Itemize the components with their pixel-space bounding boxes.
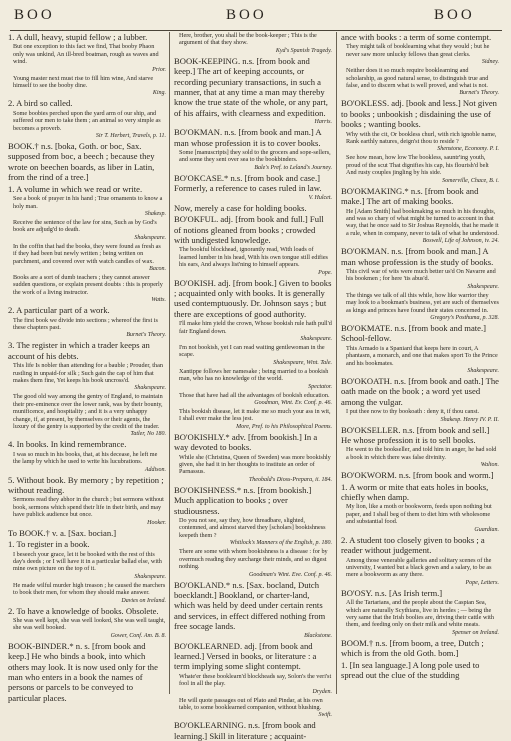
entry-text: BO'OKCASE.* n.s. [from book and case.] Formerly, a reference to cases ruled in law. — [174, 172, 322, 194]
citation: Davies on Ireland. — [121, 597, 166, 604]
citation: Somerville, Chace, B. i. — [442, 177, 499, 184]
quotation: This civil war of wits were much better us'd On Navarre and his bookmen ; for here 'tis abus'd. — [346, 267, 496, 283]
quotation: Some [manuscripts] they sold to the grocers and sope-sellers, and some they sent over sea to the bookbinders. — [179, 149, 331, 164]
quotation: Do you not see, say they, how threadbare, slighted, contemned, and almost starved they [scholars] bookishness keepeth them ? — [179, 517, 326, 539]
citation: Pope, Letters. — [465, 579, 499, 586]
citation: Dryden. — [312, 688, 332, 695]
citation: Shakespeare. — [134, 573, 166, 580]
quotation: He [Adam Smith] had bookmaking so much in his thoughts, and was so chary of what might be turned to account in that way, that he once said to Sir Joshua Reynolds, that he made it a rule, when in company, never to talk of what he understood. — [346, 207, 499, 237]
citation: Kyd's Spanish Tragedy. — [275, 47, 332, 54]
citation: Guardian. — [474, 526, 499, 533]
entry-text: 1. A volume in which we read or write. — [8, 183, 143, 194]
citation: Prior. — [152, 66, 166, 73]
column-divider — [336, 32, 337, 694]
entry-text: ance with books : a term of some contempt. — [341, 32, 492, 42]
citation: Shenstone, Economy. P. I. — [437, 146, 499, 153]
citation: Shakespeare. — [134, 385, 166, 392]
entry-text: BO'OKMAN. n.s. [from book and man.] A man whose profession it is to cover books. — [174, 127, 322, 148]
citation: V. Hulcet. — [308, 194, 332, 201]
entry-text: BOOK-BINDER.* n. s. [from book and keep.] He who binds a book, into which others may look. It is now used only for the man who enters in a book the names of persons or parcels to be conveyed to particular places. — [8, 640, 158, 703]
column-right — [341, 32, 499, 696]
quotation: The first book we divide into sections ; whereof the first is these chapters past. — [13, 316, 158, 331]
quotation: Receive the sentence of the law for sins, Such as by God's book are adjudg'd to death. — [13, 218, 157, 234]
entry-text: 2. A bird so called. — [8, 98, 73, 109]
citation: Hooker. — [147, 519, 166, 526]
quotation: Books are a sort of dumb teachers ; they cannot answer sudden questions, or explain present doubts : this is properly the work of a living instructor. — [13, 273, 163, 296]
citation: Burnet's Theory. — [459, 90, 499, 97]
citation: Swift. — [318, 712, 332, 719]
quotation: He will quote passages out of Plato and Pindar, at his own table, to some booklearned companion, without blushing. — [179, 696, 323, 711]
column-center — [174, 32, 332, 741]
citation: King. — [152, 90, 166, 97]
entry-text: BO'OKISH. adj. [from book.] Given to books ; acquainted only with books. It is generally used contemptuously. Dr. Johnson says ; but there are exceptions of good authority. — [174, 277, 332, 319]
quotation: See a book of prayer in his hand ; True ornaments to know a holy man. — [13, 195, 163, 210]
quotation: I was so much in his books, that, at his decease, he left me the lamp by which he used to write his lucubrations. — [13, 450, 158, 466]
entry-text: BO'OKSELLER. n.s. [from book and sell.] He whose profession it is to sell books. — [341, 424, 490, 446]
entry-text: BO'OKISHNESS.* n.s. [from bookish.] Much application to books ; over studiousness. — [174, 484, 312, 516]
quotation: I put thee now to thy bookoath : deny it, if thou canst. — [346, 408, 480, 416]
entry-text: BO'OKLAND.* n.s. [Sax. bocland, Dutch boecklandt.] Bookland, or charter-land, which was held by deed under certain rents and services, in effect differed nothing from free socage lands. — [174, 579, 326, 632]
entry-text: 4. In books. In kind remembrance. — [8, 439, 127, 450]
running-head-center: BOO — [226, 7, 267, 23]
citation: Pope. — [318, 269, 332, 276]
entry-text: Now, merely a case for holding books. — [174, 202, 307, 213]
citation: Goodman, Wint. Ev. Conf. p. 46. — [254, 400, 332, 406]
entry-text: BO'OKOATH. n.s. [from book and oath.] The oath made on the book ; a word yet used among the vulgar. — [341, 376, 499, 407]
entry-text: BOOM.† n.s. [from boom, a tree, Dutch ; which is from the old Goth. bom.] — [341, 637, 484, 659]
citation: Shakespeare. — [134, 234, 166, 241]
quotation: She was well kept, she was well looked, She was well taught, she was well booked. — [13, 616, 166, 632]
citation: Sidney. — [481, 59, 499, 66]
citation: Shakespeare. — [467, 283, 499, 290]
quotation: Young master next must rise to fill him wine, And starve himself to see the booby dine. — [13, 74, 154, 90]
entry-text: BOOK-KEEPING. n.s. [from book and keep.] The art of keeping accounts, or recording pecuniary transactions, in such a manner, that at any time a man may thereby know the true state of the whole, or any part, of his affairs, with clearness and expedition. — [174, 55, 328, 118]
citation: Gregory's Posthuma, p. 328. — [430, 314, 499, 321]
quotation: This bookish disease, let it make me so much your ass in wit, I shall ever make the less jest. — [179, 408, 331, 423]
citation: Bale's Pref. to Leland's Journey. — [254, 164, 332, 171]
entry-text: 1. To register in a book. — [8, 539, 90, 550]
quotation: Here, brother, you shall be the book-keeper ; This is the argument of that they show. — [179, 32, 317, 47]
quotation: Xantippe follows her namesake ; being married to a bookish man, who has no knowledge of the world. — [179, 367, 329, 383]
quotation: Among those venerable galleries and solitary scenes of the university, I wanted but a black gown and a salary, to be as mere a bookworm as any there. — [346, 556, 492, 579]
citation: Shakesp. — [144, 210, 166, 217]
quotation: While she (Christina, Queen of Sweden) was more bookishly given, she had it in her thoughts to institute an order of Parnassus. — [179, 453, 331, 476]
citation: Addison. — [144, 466, 166, 473]
quotation: The bookful blockhead, ignorantly read, With loads of learned lumber in his head, With his own tongue still edifies his ears, And always list'ning to himself appears. — [179, 246, 328, 269]
column-divider — [169, 32, 170, 694]
entry-text: 5. Without book. By memory ; by repetition ; without reading. — [8, 474, 164, 496]
quotation: Sermons read they abhor in the church ; but sermons without book, sermons which spend their life in their birth, and may have publick audience but once. — [13, 496, 164, 519]
citation: Goodman's Wint. Eve. Conf. p. 46. — [249, 571, 332, 578]
column-left — [8, 32, 166, 703]
quotation: I'm not bookish, yet I can read waiting gentlewoman in the scape. — [179, 343, 325, 359]
quotation: The good old way among the gentry of England, to maintain their pre-eminence over the lower rank, was by their bounty, munificence, and hospitality ; and it is a very unhappy change, if, at present, by themselves or their agents, the luxury of the gentry is supported by the credit of the trader. — [13, 393, 163, 431]
entry-text: BO'OKLESS. adj. [book and less.] Not given to books ; unbookish ; disdaining the use of books ; wanting books. — [341, 98, 497, 130]
citation: Watts. — [151, 297, 166, 304]
citation: Blackstone. — [304, 632, 332, 639]
citation: Boswell, Life of Johnson, iv. 24. — [422, 238, 499, 245]
quotation: Those that have had all the advantages of bookish education. — [179, 391, 330, 399]
quotation: He went to the bookseller, and told him in anger, he had sold a book in which there was false divinity. — [346, 446, 497, 461]
entry-text: BO'OKMAKING.* n.s. [from book and make.] The art of making books. — [341, 185, 479, 207]
citation: Harris. — [314, 119, 332, 126]
entry-text: 2. A particular part of a work. — [8, 305, 110, 316]
running-head-left: BOO — [14, 7, 55, 23]
quotation: See how mean, how low The bookless, sauntr'ing youth, proud of the scut That dignifies his cap, his flourish'd belt And rusty couples jingling by his side. — [346, 154, 489, 177]
citation: Theobald's Dioss-Prepara, ii. 184. — [248, 476, 332, 483]
citation: Spectator. — [308, 383, 332, 390]
entry-text: BO'OKMAN. n.s. [from book and man.] A man whose profession is the study of books. — [341, 246, 494, 267]
quotation: I beseech your grace, let it be booked with the rest of this day's deeds ; or I will have it in a particular ballad else, with mine own picture on the top of it. — [13, 550, 162, 573]
entry-text: To BOOK.† v. a. [Sax. bocian.] — [8, 527, 117, 538]
quotation: Why with the cit, Or bookless churl, with rich ignoble name, Rank earthly natures, deign'st thou to reside ? — [346, 130, 497, 146]
running-head-right: BOO — [434, 7, 475, 23]
quotation: Whate'er these booklearn'd blockheads say, Solon's the veri'st fool in all the play. — [179, 672, 332, 688]
quotation: They might talk of booklearning what they would ; but he never saw more unlucky fellows than great clerks. — [346, 43, 490, 58]
quotation: All the Tartarians, and the people about the Caspian Sea, which are naturally Scythians, live in herdes ; — being the very same that the Irish boolies are, driving their cattle with them, and feeding only on their milk and white meats. — [346, 599, 494, 629]
quotation: But one exception to this fact we find, That booby Phaon only was unkind, An ill-bred boatman, rough as waves and wind. — [13, 43, 159, 66]
entry-text: 2. To have a knowledge of books. Obsolete. — [8, 605, 159, 616]
citation: Spenser on Ireland. — [452, 629, 499, 636]
quotation: There are some with whom bookishness is a disease : for by overmuch reading they surcharge their minds, and so digest nothing. — [179, 548, 328, 571]
citation: Whitlock's Manners of the English, p. 180. — [229, 540, 332, 547]
citation: Tatler, No 180. — [130, 431, 166, 438]
citation: Gower, Conf. Am. B. 8. — [110, 632, 166, 639]
entry-text: BO'OKWORM. n.s. [from book and worm.] — [341, 470, 494, 481]
entry-text: 1. A dull, heavy, stupid fellow ; a lubber. — [8, 32, 148, 42]
quotation: This Armado is a Spaniard that keeps here in court, A phantasm, a monarch, and one that makes sport To the Prince and his bookmates. — [346, 344, 498, 367]
quotation: In the coffin that had the books, they were found as fresh as if they had been but newly written ; being written on parchment, and covered over with watch candles of wax. — [13, 242, 161, 265]
citation: Shakespeare. — [300, 335, 332, 342]
quotation: I'll make him yield the crown, Whose bookish rule hath pull'd fair England down. — [179, 320, 332, 335]
entry-text: BO'OKLEARNED. adj. [from book and learned.] Versed in books, or literature : a term implying some slight contempt. — [174, 640, 317, 672]
citation: Shakespeare, Wint. Tale. — [273, 359, 332, 366]
entry-text: BO'OKFUL. adj. [from book and full.] Full of notions gleaned from books ; crowded with undigested knowledge. — [174, 214, 324, 245]
entry-text: 1. A worm or mite that eats holes in books, chiefly when damp. — [341, 481, 489, 503]
entry-text: BO'OKMATE. n.s. [from book and mate.] School-fellow. — [341, 322, 486, 344]
citation: Burnet's Theory. — [126, 332, 166, 339]
entry-text: 1. [In sea language.] A long pole used to spread out the clue of the studding — [341, 659, 480, 680]
quotation: He made wilful murder high treason ; he caused the marchers to book their men, for whom they should make answer. — [13, 581, 166, 597]
quotation: My lion, like a moth or bookworm, feeds upon nothing but paper, and I shall beg of them to diet him with wholesome and substantial food. — [346, 503, 492, 526]
entry-text: BO'OSY. n.s. [As Irish term.] — [341, 587, 443, 598]
citation: Shakesp. Henry IV. P. II. — [440, 416, 499, 423]
quotation: Some boobies perched upon the yard arm of our ship, and suffered our men to take them ; an animal so very simple as becomes a proverb. — [13, 109, 161, 132]
citation: Walton. — [480, 462, 499, 469]
entry-text: 3. The register in which a trader keeps an account of his debts. — [8, 340, 150, 361]
entry-text: 2. A student too closely given to books ; a reader without judgement. — [341, 534, 485, 556]
entry-text: BO'OKLEARNING. n.s. [from book and learning.] Skill in literature ; acquaint- — [174, 720, 316, 741]
header-rule — [10, 30, 502, 31]
entry-text: BO'OKISHLY.* adv. [from bookish.] In a way devoted to books. — [174, 431, 318, 453]
citation: More, Pref. to his Philosophical Poems. — [236, 423, 332, 430]
citation: Bacon. — [149, 265, 166, 272]
citation: Shakespeare. — [467, 368, 499, 374]
quotation: The things we talk of all this while, how like warrior they may look to a bookman's business, yet are such of themselves as kings and princes have found their states concerned in. — [346, 291, 499, 314]
quotation: This life Is nobler than attending for a bauble ; Prouder, than rustling in unpaid-for silk ; Such gain the cap of him that makes them fine, Yet keeps his book uncross'd. — [13, 362, 163, 384]
quotation: Neither does it so much require booklearning and scholarship, as good natural sense, to distinguish true and false, and to discern what is well proved, and what is not. — [346, 67, 489, 90]
entry-text: BOOK.† n.s. [boka, Goth. or boc, Sax. supposed from boc, a beech ; because they wrote on beechen boards, as liber in Latin, from the rind of a tree.] — [8, 141, 155, 183]
citation: Sir T. Herbert, Travels, p. 11. — [95, 133, 166, 140]
